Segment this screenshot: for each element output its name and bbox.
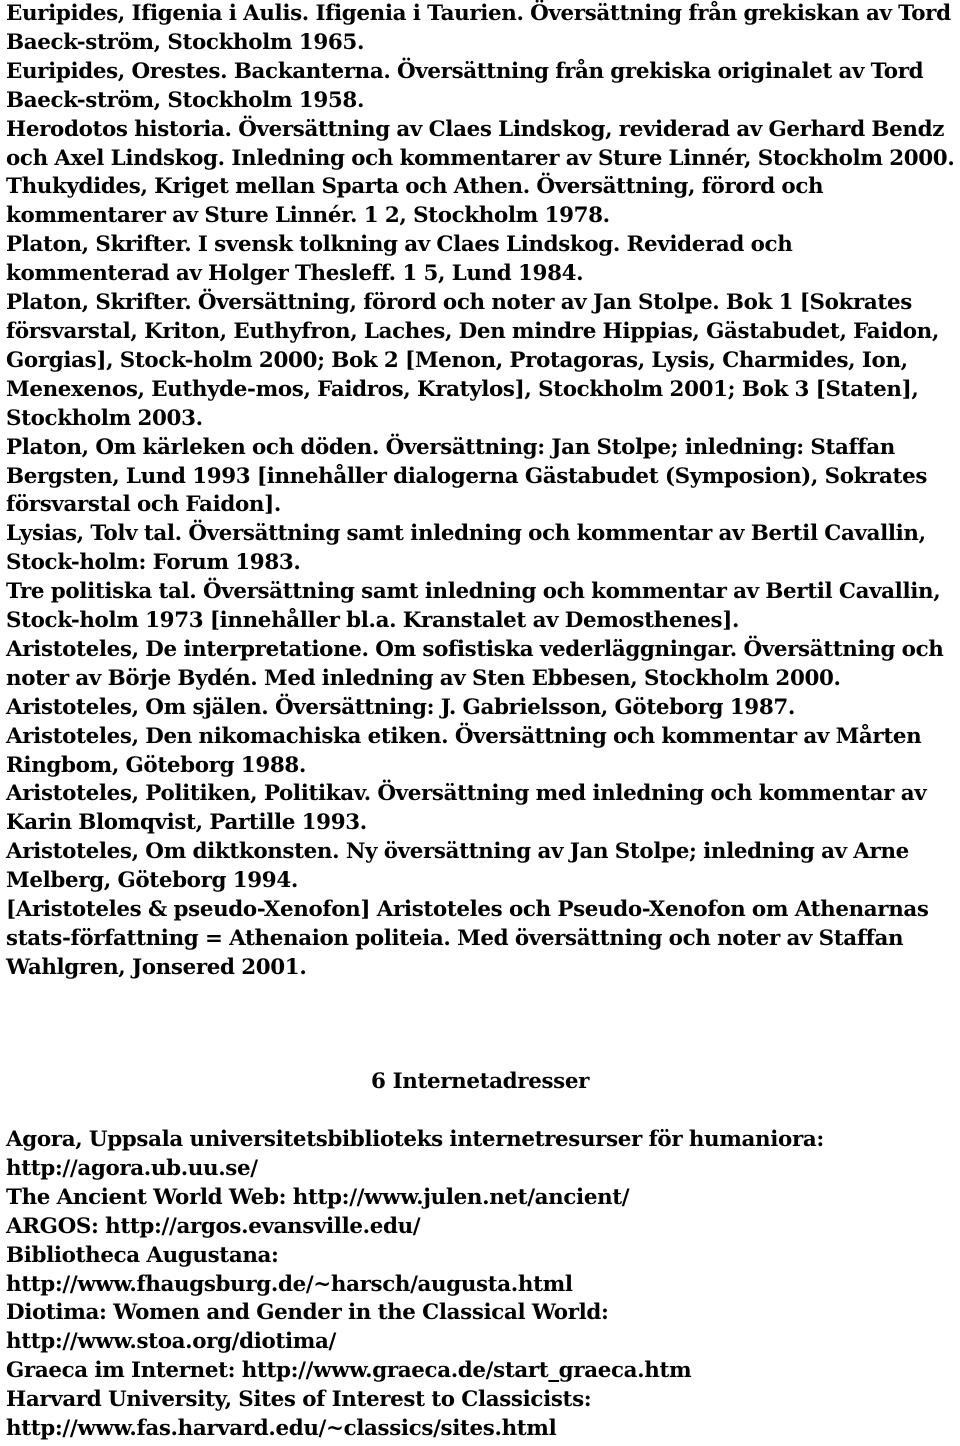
section-heading: 6 Internetadresser <box>370 1069 590 1094</box>
bibliography-entry: Aristoteles, Om själen. Översättning: J. Gabrielsson, Göteborg 1987. <box>6 694 795 720</box>
link-url[interactable]: http://agora.ub.uu.se/ <box>6 1155 258 1181</box>
bibliography-entry: Euripides, Ifigenia i Aulis. Ifigenia i Taurien. Översättning från grekiskan av Tord Baeck-ström, Stockholm 1965. <box>6 1 951 55</box>
link-entry[interactable]: Graeca im Internet: http://www.graeca.de/start_graeca.htm <box>6 1358 692 1384</box>
link-label: Bibliotheca Augustana: <box>6 1242 279 1268</box>
link-entry[interactable]: The Ancient World Web: http://www.julen.net/ancient/ <box>6 1184 630 1210</box>
bibliography-entry: Euripides, Orestes. Backanterna. Översättning från grekiska originalet av Tord Baeck-ström, Stockholm 1958. <box>6 58 924 113</box>
bibliography-entry: Platon, Om kärleken och döden. Översättning: Jan Stolpe; inledning: Staffan Bergsten, Lund 1993 [innehåller dialogerna Gästabudet (Symposion), Sokrates försvarstal och Faidon]. <box>6 434 928 518</box>
link-entry[interactable]: ARGOS: http://argos.evansville.edu/ <box>6 1213 421 1239</box>
bibliography-entry: Aristoteles, Politiken, Politikav. Översättning med inledning och kommentar av Karin Blomqvist, Partille 1993. <box>6 781 927 836</box>
bibliography-entry: Aristoteles, De interpretatione. Om sofistiska vederläggningar. Översättning och noter av Börje Bydén. Med inledning av Sten Ebbesen, Stockholm 2000. <box>6 636 944 691</box>
bibliography-entry: [Aristoteles & pseudo-Xenofon] Aristoteles och Pseudo-Xenofon om Athenarnas stats-författning = Athenaion politeia. Med översättning och noter av Staffan Wahlgren, Jonsered 2001. <box>6 897 929 980</box>
link-url[interactable]: http://www.fas.harvard.edu/~classics/sites.html <box>6 1416 557 1442</box>
link-label: Agora, Uppsala universitetsbiblioteks internetresurser för humaniora: <box>6 1127 824 1152</box>
link-label: Harvard University, Sites of Interest to Classicists: <box>6 1387 592 1413</box>
internet-address-list <box>6 1126 956 1444</box>
bibliography-entry: Thukydides, Kriget mellan Sparta och Athen. Översättning, förord och kommentarer av Sture Linnér. 1 2, Stockholm 1978. <box>6 174 824 229</box>
bibliography-entry: Platon, Skrifter. Översättning, förord och noter av Jan Stolpe. Bok 1 [Sokrates försvarstal, Kriton, Euthyfron, Laches, Den mindre Hippias, Gästabudet, Faidon, Gorgias], Stock-holm 2000; Bok 2 [Menon, Protagoras, Lysis, Charmides, Ion, Menexenos, Euthyde-mos, Faidros, Kratylos], Stockholm 2001; Bok 3 [Staten], Stockholm 2003. <box>6 290 939 431</box>
link-url[interactable]: http://www.stoa.org/diotima/ <box>6 1329 336 1355</box>
link-url[interactable]: http://www.fhaugsburg.de/~harsch/augusta.html <box>6 1271 573 1297</box>
bibliography-entry: Platon, Skrifter. I svensk tolkning av Claes Lindskog. Reviderad och kommenterad av Holger Thesleff. 1 5, Lund 1984. <box>6 232 793 287</box>
bibliography-entry: Aristoteles, Den nikomachiska etiken. Översättning och kommentar av Mårten Ringbom, Göteborg 1988. <box>6 723 922 778</box>
bibliography-entry: Aristoteles, Om diktkonsten. Ny översättning av Jan Stolpe; inledning av Arne Melberg, Göteborg 1994. <box>6 839 909 894</box>
bibliography-entry: Tre politiska tal. Översättning samt inledning och kommentar av Bertil Cavallin, Stock-holm 1973 [innehåller bl.a. Kranstalet av Demosthenes]. <box>6 579 941 634</box>
link-label: Diotima: Women and Gender in the Classical World: <box>6 1300 609 1326</box>
bibliography-entry: Lysias, Tolv tal. Översättning samt inledning och kommentar av Bertil Cavallin, Stock-holm: Forum 1983. <box>6 521 926 576</box>
bibliography-list <box>6 0 956 983</box>
bibliography-entry: Herodotos historia. Översättning av Claes Lindskog, reviderad av Gerhard Bendz och Axel Lindskog. Inledning och kommentarer av Sture Linnér, Stockholm 2000. <box>6 116 955 171</box>
